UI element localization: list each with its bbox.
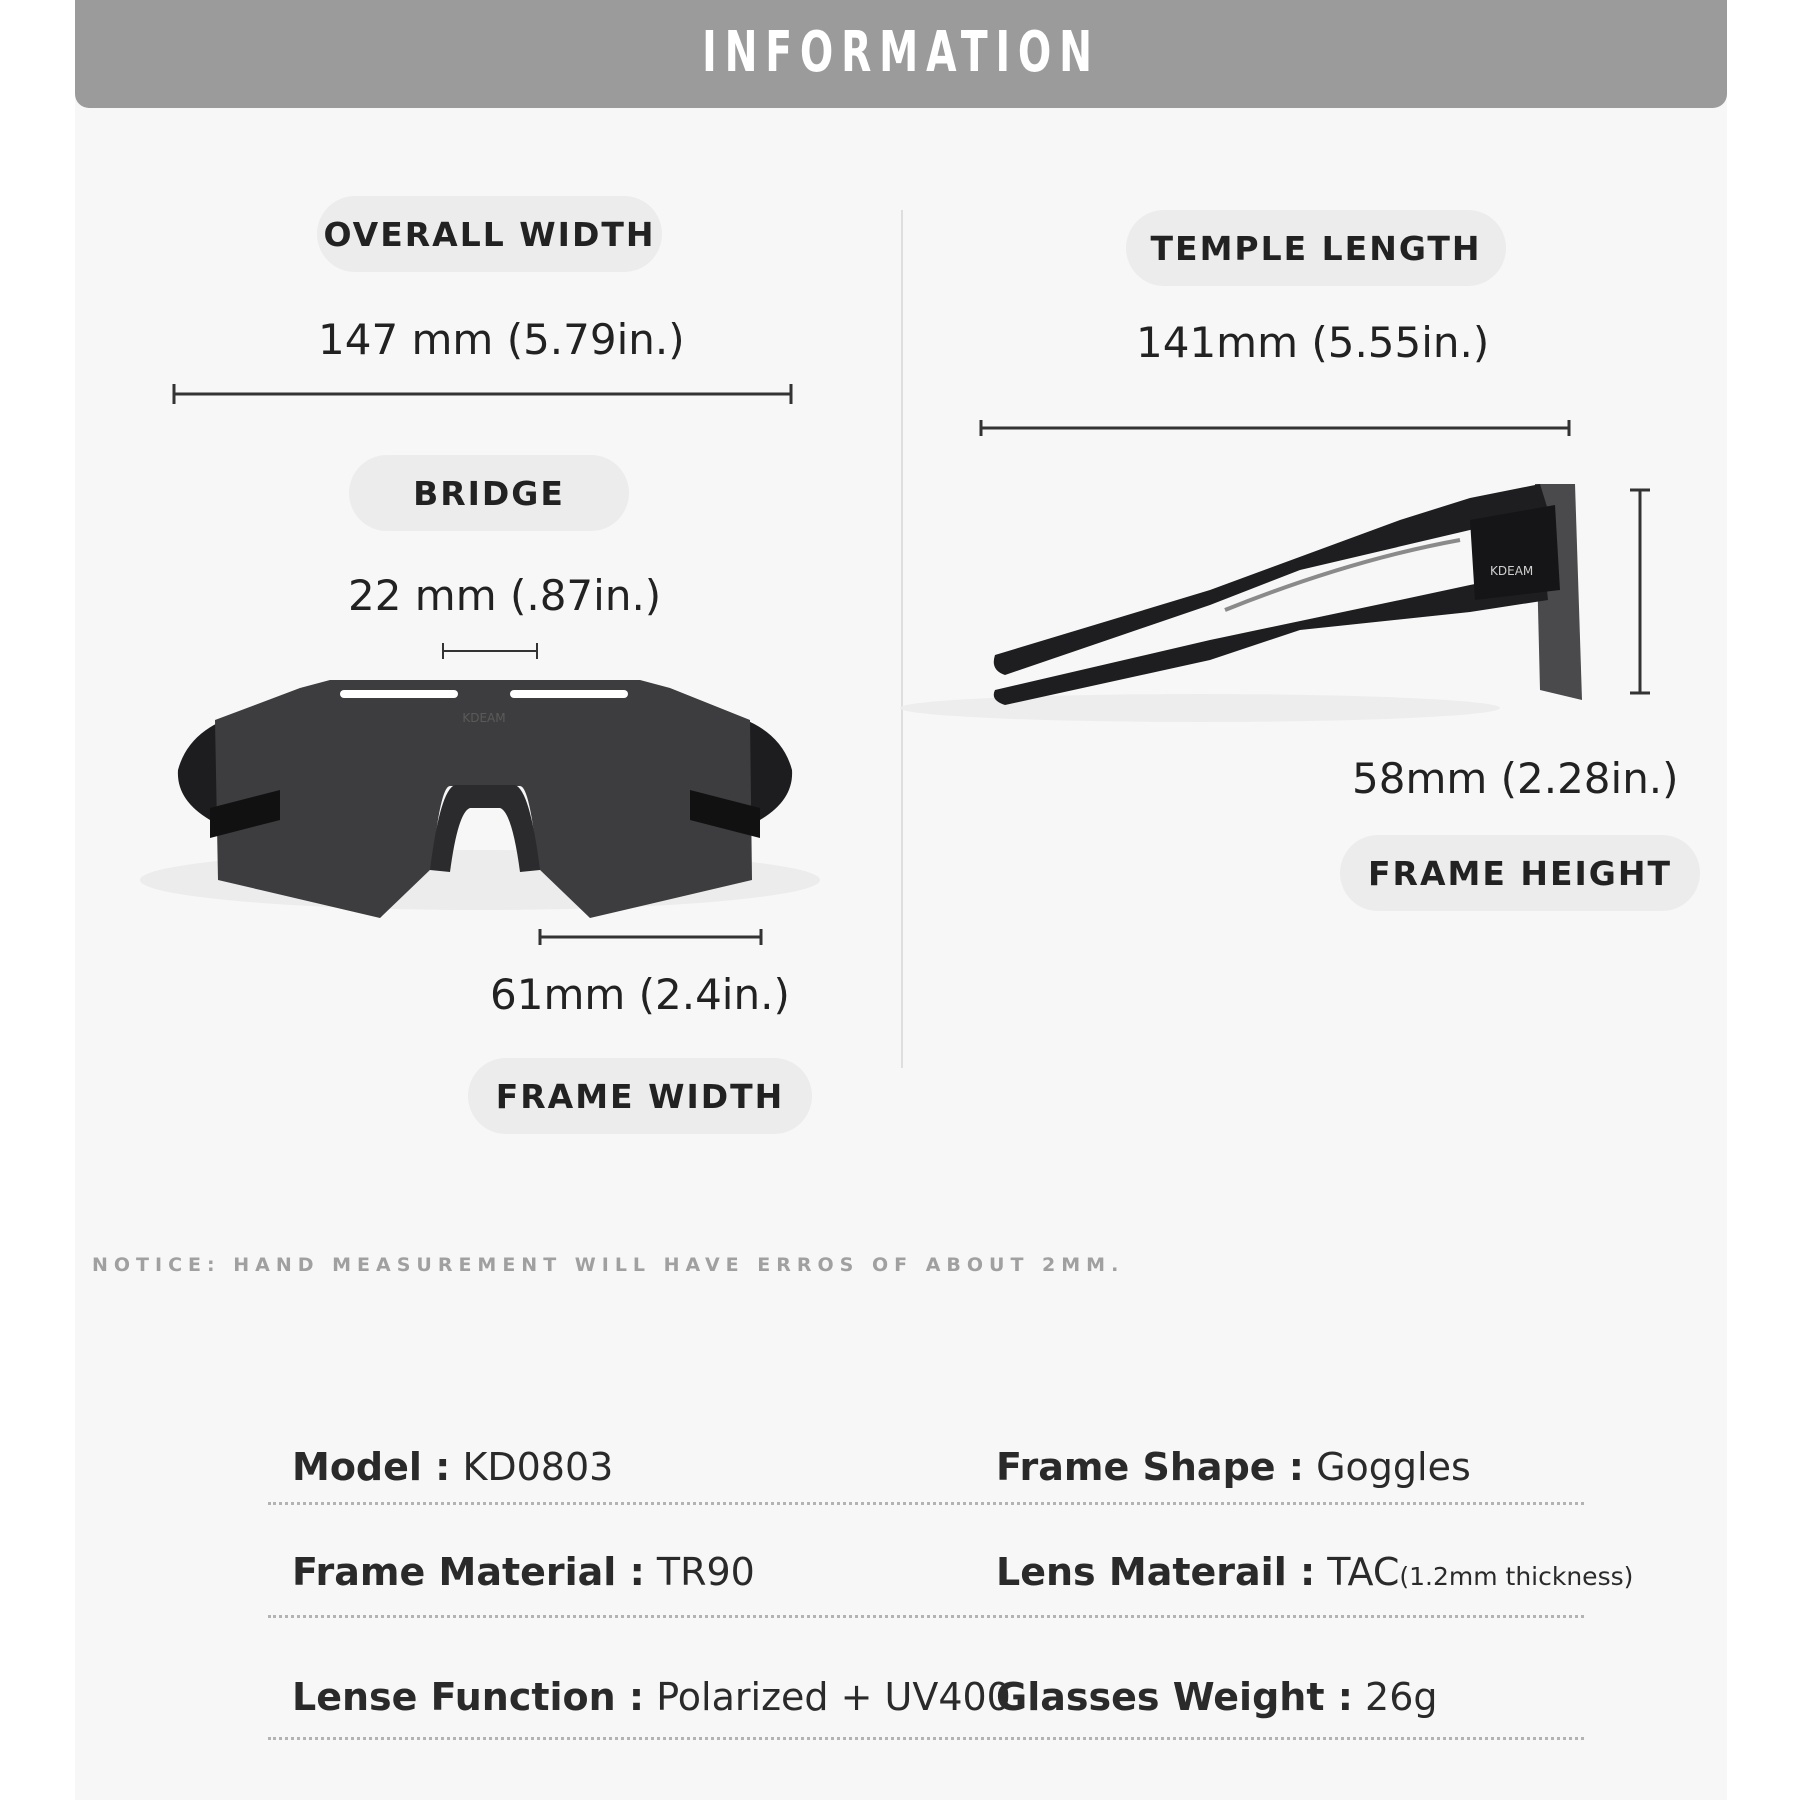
spec-glasses-weight-value: 26g — [1365, 1675, 1438, 1719]
front-view-glasses — [140, 680, 820, 918]
frame-width-label: FRAME WIDTH — [468, 1058, 812, 1134]
spec-lens-material — [996, 1550, 1633, 1594]
spec-glasses-weight — [996, 1675, 1438, 1719]
front-brand-mark: KDEAM — [462, 711, 506, 725]
bridge-line — [443, 643, 537, 659]
spec-lens-material-note: (1.2mm thickness) — [1399, 1562, 1634, 1591]
spec-row-divider — [268, 1737, 1584, 1740]
overall-width-line — [174, 384, 791, 404]
temple-length-value: 141mm (5.55in.) — [1136, 318, 1490, 367]
spec-lense-function-key: Lense Function : — [292, 1675, 645, 1719]
spec-lense-function-value: Polarized + UV400 — [656, 1675, 1011, 1719]
side-brand-mark: KDEAM — [1490, 564, 1534, 578]
frame-height-label: FRAME HEIGHT — [1340, 835, 1700, 911]
bridge-label: BRIDGE — [349, 455, 629, 531]
spec-frame-shape-key: Frame Shape : — [996, 1445, 1304, 1489]
spec-row-divider — [268, 1615, 1584, 1618]
frame-width-value: 61mm (2.4in.) — [490, 970, 790, 1019]
spec-lens-material-value: TAC — [1327, 1550, 1400, 1594]
overall-width-value: 147 mm (5.79in.) — [318, 315, 685, 364]
measurement-notice: NOTICE: HAND MEASUREMENT WILL HAVE ERROS OF ABOUT 2MM. — [92, 1254, 1125, 1276]
temple-length-line — [981, 420, 1569, 436]
temple-length-label: TEMPLE LENGTH — [1126, 210, 1506, 286]
spec-lense-function — [292, 1675, 1011, 1719]
frame-height-line — [1630, 490, 1650, 693]
spec-lens-material-key: Lens Materail : — [996, 1550, 1316, 1594]
overall-width-label: OVERALL WIDTH — [317, 196, 662, 272]
frame-width-line — [540, 929, 761, 945]
spec-frame-shape — [996, 1445, 1471, 1489]
spec-frame-shape-value: Goggles — [1316, 1445, 1471, 1489]
spec-glasses-weight-key: Glasses Weight : — [996, 1675, 1353, 1719]
spec-frame-material-value: TR90 — [656, 1550, 755, 1594]
bridge-value: 22 mm (.87in.) — [348, 571, 662, 620]
spec-frame-material — [292, 1550, 755, 1594]
spec-frame-material-key: Frame Material : — [292, 1550, 645, 1594]
spec-model-value: KD0803 — [462, 1445, 614, 1489]
page-title: INFORMATION — [702, 20, 1100, 85]
side-view-glasses — [900, 484, 1582, 722]
frame-height-value: 58mm (2.28in.) — [1352, 754, 1679, 803]
spec-model-key: Model : — [292, 1445, 451, 1489]
spec-model — [292, 1445, 613, 1489]
spec-row-divider — [268, 1502, 1584, 1505]
